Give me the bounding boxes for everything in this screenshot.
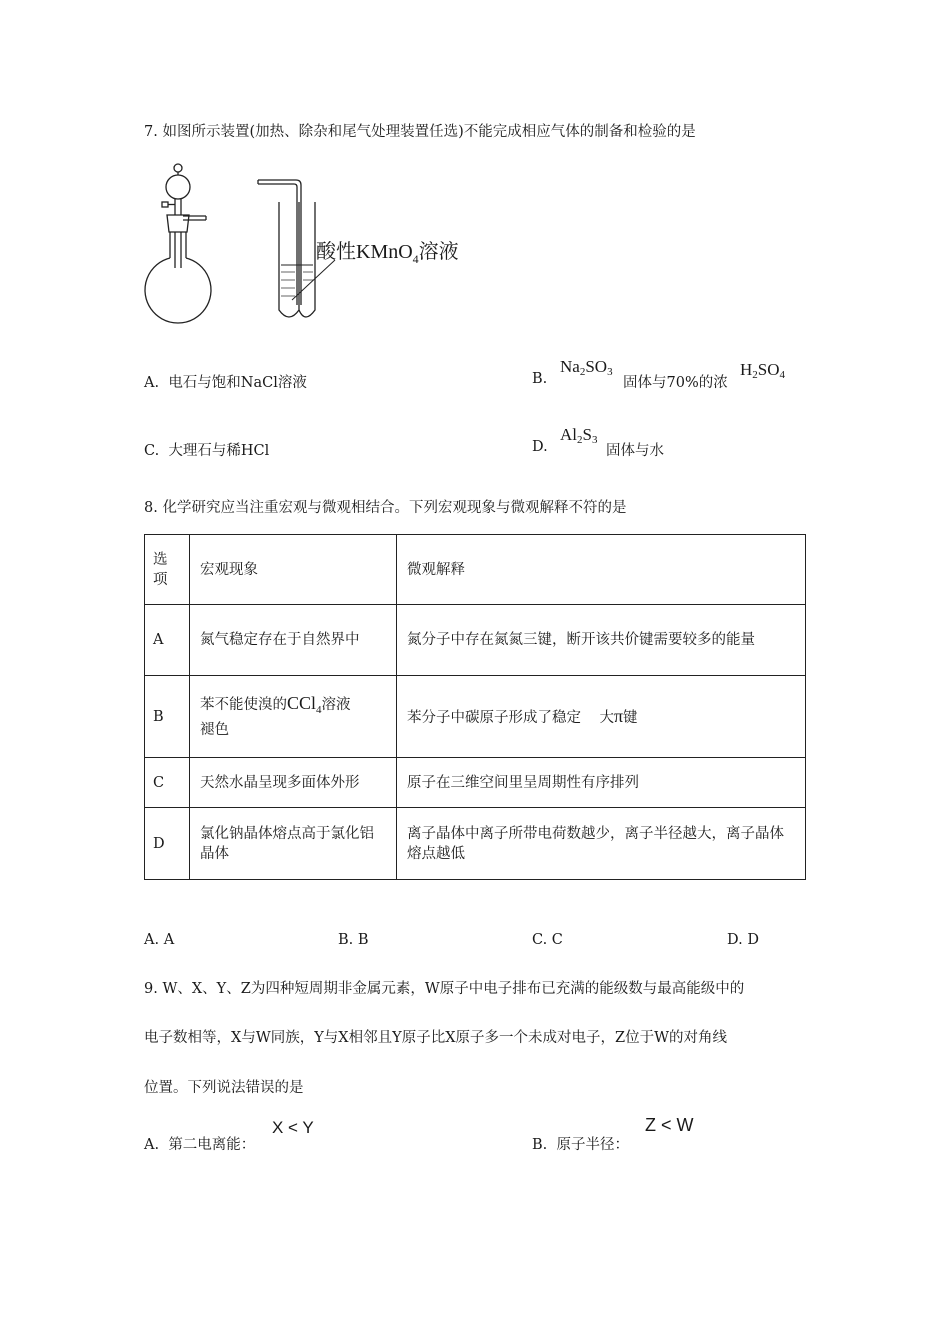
q7-option-b-text: 固体与70%的浓: [623, 375, 728, 391]
row-option: D: [145, 808, 190, 880]
header-option: 选 项: [145, 535, 190, 605]
q7-option-d-formula: $Al_2S_3$: [560, 425, 598, 446]
row-macro: 氯化钠晶体熔点高于氯化铝晶体: [190, 808, 397, 880]
q8-option-c[interactable]: C. C: [532, 932, 563, 948]
q9-stem-line2: 电子数相等，X与W同族，Y与X相邻且Y原子比X原子多一个未成对电子，Z位于W的对角线: [144, 1030, 727, 1046]
q8-table: [144, 534, 806, 880]
q7-option-d[interactable]: D.: [532, 439, 548, 455]
q8-option-a[interactable]: A. A: [144, 932, 175, 948]
q7-option-b-formula2: $H_2SO_4$: [740, 360, 786, 381]
row-micro: 氮分子中存在氮氮三键，断开该共价键需要较多的能量: [397, 605, 806, 676]
q9-stem-line3: 位置。下列说法错误的是: [144, 1080, 304, 1096]
q7-option-b[interactable]: B.: [532, 371, 548, 387]
q9-option-b-formula: Z < W: [645, 1115, 694, 1135]
q9-option-a[interactable]: A. 第二电离能：: [144, 1137, 256, 1153]
row-macro: 苯不能使溴的CCl$_4$溶液 褪色: [190, 676, 397, 758]
q7-option-d-text: 固体与水: [606, 443, 664, 459]
row-option: C: [145, 758, 190, 808]
row-macro: 天然水晶呈现多面体外形: [190, 758, 397, 808]
q8-option-d[interactable]: D. D: [727, 932, 759, 948]
q9-stem-line1: 9. W、X、Y、Z为四种短周期非金属元素，W原子中电子排布已充满的能级数与最高能级中的: [144, 981, 745, 997]
table-row: [145, 808, 806, 880]
q9-option-a-formula: X < Y: [272, 1118, 314, 1137]
q8-option-b[interactable]: B. B: [338, 932, 369, 948]
row-micro: 原子在三维空间里呈周期性有序排列: [397, 758, 806, 808]
row-micro: 苯分子中碳原子形成了稳定 大π键: [397, 676, 806, 758]
reagent-label: 酸性KMnO$_4$溶液: [316, 241, 459, 266]
q7-option-c[interactable]: C. 大理石与稀HCl: [144, 443, 270, 459]
table-row: [145, 676, 806, 758]
q7-option-b-formula1: $Na_2SO_3$: [560, 357, 613, 378]
row-micro: 离子晶体中离子所带电荷数越少，离子半径越大，离子晶体熔点越低: [397, 808, 806, 880]
q7-stem: 7. 如图所示装置(加热、除杂和尾气处理装置任选)不能完成相应气体的制备和检验的是: [144, 124, 696, 140]
table-header-row: [145, 535, 806, 605]
table-row: [145, 758, 806, 808]
header-macro: 宏观现象: [190, 535, 397, 605]
q9-option-b[interactable]: B. 原子半径：: [532, 1137, 629, 1153]
q8-stem: 8. 化学研究应当注重宏观与微观相结合。下列宏观现象与微观解释不符的是: [144, 500, 627, 516]
row-option: B: [145, 676, 190, 758]
header-micro: 微观解释: [397, 535, 806, 605]
row-option: A: [145, 605, 190, 676]
table-row: [145, 605, 806, 676]
q7-option-a[interactable]: A. 电石与饱和NaCl溶液: [144, 375, 307, 391]
row-macro: 氮气稳定存在于自然界中: [190, 605, 397, 676]
